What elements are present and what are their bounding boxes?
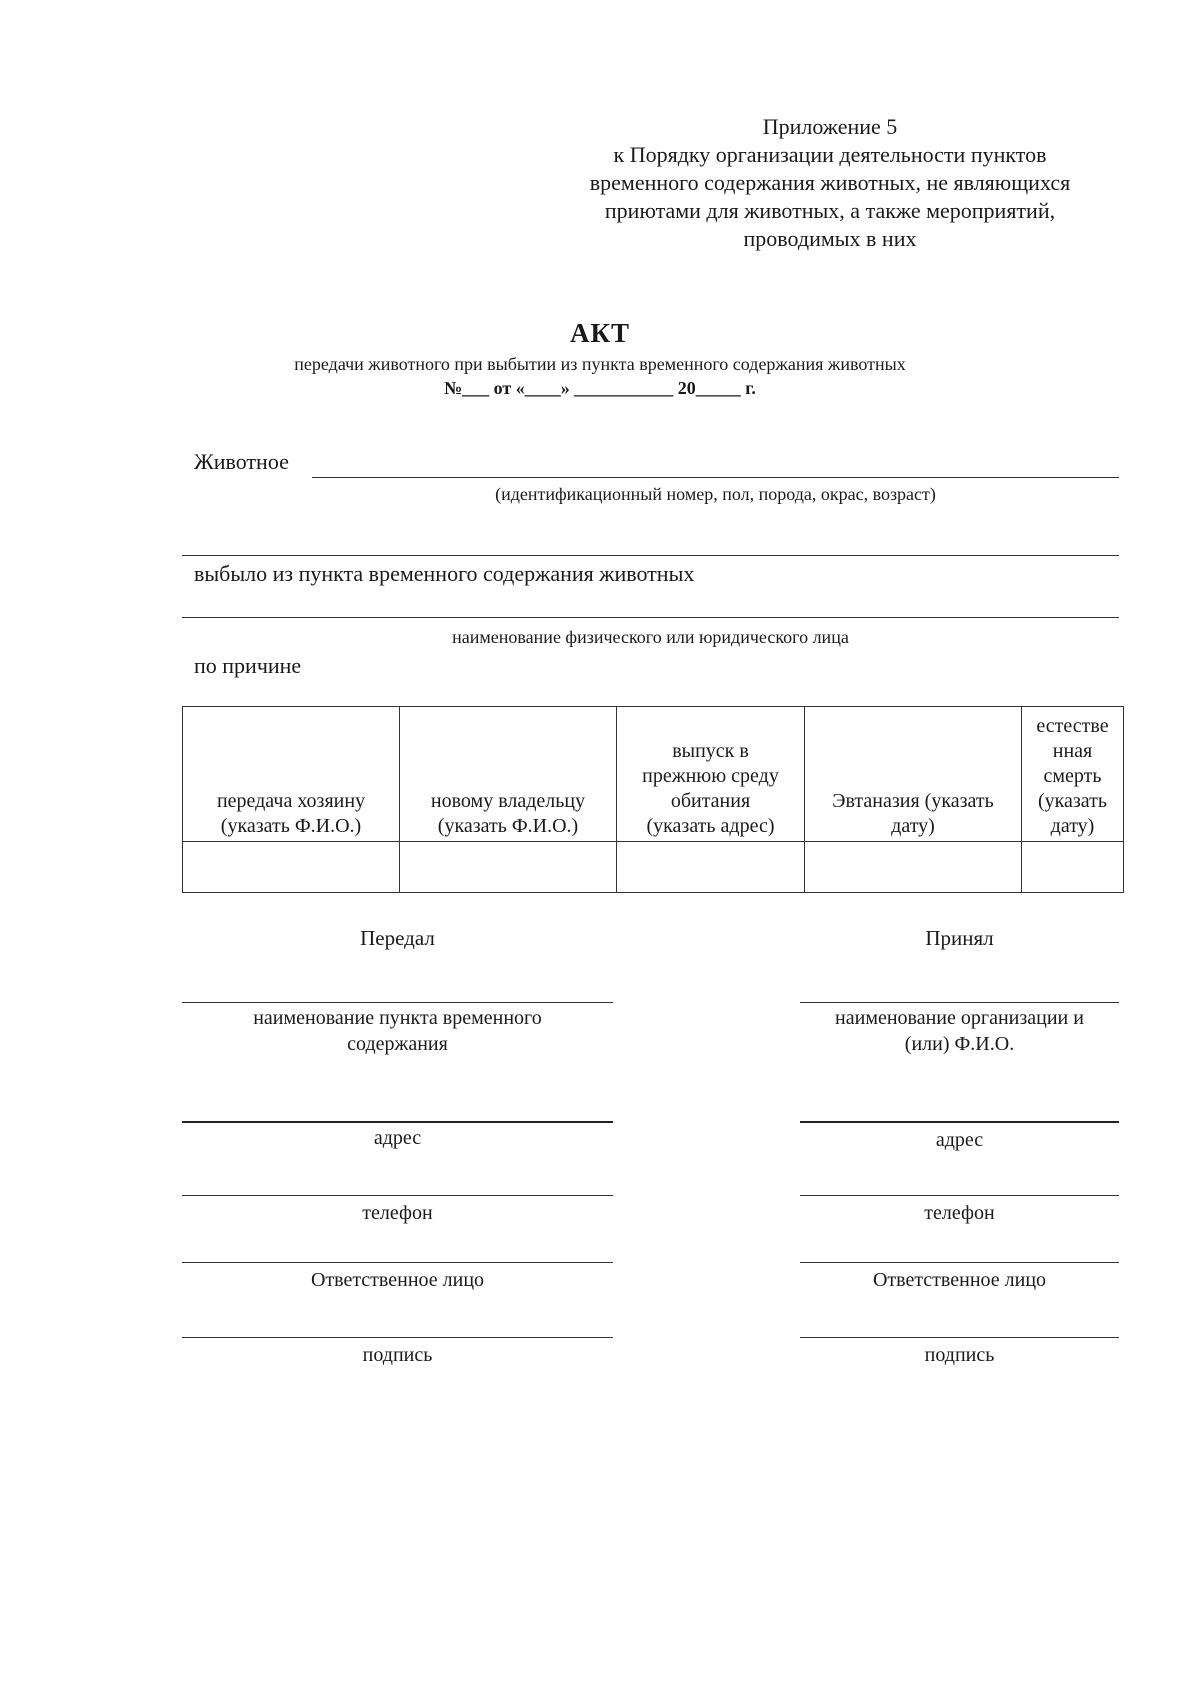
- transferred-name-caption: [182, 1005, 613, 1057]
- header-line: Эвтаназия (указать: [832, 790, 994, 812]
- received-address-caption: адрес: [935, 1129, 984, 1151]
- transferred-heading: Передал: [360, 926, 435, 950]
- header-release: [617, 707, 805, 842]
- received-name-caption: [800, 1005, 1119, 1057]
- appendix-line: временного содержания животных, не являющихся: [589, 170, 1071, 195]
- release-cell[interactable]: [617, 842, 805, 893]
- appendix-header: [540, 113, 1120, 253]
- departure-top-line: [182, 555, 1119, 556]
- received-signature-caption: подпись: [924, 1344, 995, 1366]
- received-phone-line[interactable]: [800, 1195, 1119, 1196]
- transferred-name-line[interactable]: [182, 1002, 613, 1003]
- header-line: передача хозяину: [216, 790, 366, 812]
- header-line: естестве: [1036, 715, 1109, 737]
- act-subtitle: передачи животного при выбытии из пункта временного содержания животных: [294, 354, 906, 374]
- caption-line: содержания: [347, 1033, 448, 1055]
- received-signature-line[interactable]: [800, 1337, 1119, 1338]
- act-number-line: №___ от «____» ___________ 20_____ г.: [444, 378, 756, 398]
- received-responsible-line[interactable]: [800, 1262, 1119, 1263]
- animal-caption: (идентификационный номер, пол, порода, окрас, возраст): [495, 484, 936, 504]
- header-line: дату): [891, 815, 935, 837]
- header-line: прежнюю среду: [642, 765, 779, 787]
- reasons-table: [182, 706, 1124, 893]
- caption-line: (или) Ф.И.О.: [904, 1033, 1015, 1055]
- header-line: обитания: [670, 790, 751, 812]
- header-line: (указать Ф.И.О.): [437, 815, 579, 837]
- header-line: нная: [1052, 740, 1093, 762]
- transferred-address-line[interactable]: [182, 1121, 613, 1123]
- appendix-line: проводимых в них: [743, 226, 917, 251]
- departure-text: выбыло из пункта временного содержания животных: [194, 561, 695, 586]
- received-responsible-caption: Ответственное лицо: [872, 1269, 1047, 1291]
- received-heading: Принял: [925, 926, 994, 950]
- table-row: [183, 842, 1124, 893]
- transferred-phone-line[interactable]: [182, 1195, 613, 1196]
- header-line: смерть: [1043, 765, 1102, 787]
- received-name-line[interactable]: [800, 1002, 1119, 1003]
- header-line: (указать адрес): [646, 815, 775, 837]
- caption-line: наименование пункта временного: [253, 1007, 542, 1029]
- natural-death-cell[interactable]: [1022, 842, 1124, 893]
- departure-caption: наименование физического или юридического лица: [452, 627, 849, 647]
- animal-field-line[interactable]: [312, 477, 1119, 478]
- received-phone-caption: телефон: [924, 1202, 995, 1224]
- header-natural-death: [1022, 707, 1124, 842]
- header-line: выпуск в: [672, 740, 749, 762]
- animal-label: Животное: [194, 449, 289, 474]
- new-owner-cell[interactable]: [400, 842, 617, 893]
- transferred-address-caption: адрес: [373, 1127, 422, 1149]
- caption-line: наименование организации и: [835, 1007, 1084, 1029]
- header-line: дату): [1050, 815, 1095, 837]
- appendix-line: приютами для животных, а также мероприятий,: [604, 198, 1056, 223]
- header-line: (указать Ф.И.О.): [220, 815, 362, 837]
- header-new-owner: [400, 707, 617, 842]
- euthanasia-cell[interactable]: [805, 842, 1022, 893]
- departure-person-line[interactable]: [182, 617, 1119, 618]
- reason-label: по причине: [194, 653, 302, 678]
- received-address-line[interactable]: [800, 1121, 1119, 1123]
- header-line: (указать: [1037, 790, 1108, 812]
- transferred-signature-caption: подпись: [362, 1344, 433, 1366]
- table-header-row: [183, 707, 1124, 842]
- header-euthanasia: [805, 707, 1022, 842]
- header-owner: [183, 707, 400, 842]
- owner-cell[interactable]: [183, 842, 400, 893]
- transferred-phone-caption: телефон: [362, 1202, 433, 1224]
- transferred-responsible-caption: Ответственное лицо: [310, 1269, 485, 1291]
- appendix-line: Приложение 5: [762, 114, 898, 139]
- act-title: АКТ: [569, 318, 631, 348]
- appendix-line: к Порядку организации деятельности пунктов: [613, 142, 1047, 167]
- transferred-signature-line[interactable]: [182, 1337, 613, 1338]
- transferred-responsible-line[interactable]: [182, 1262, 613, 1263]
- header-line: новому владельцу: [430, 790, 586, 812]
